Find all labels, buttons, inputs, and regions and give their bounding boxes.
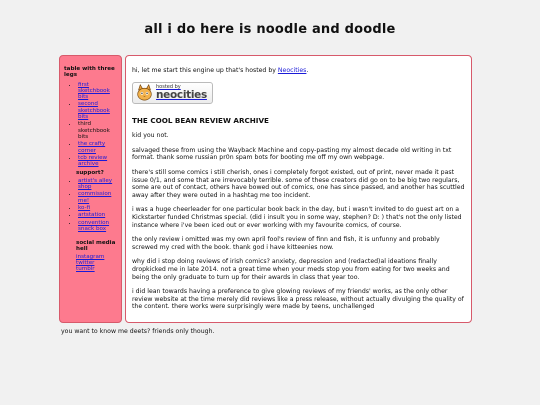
artists-alley-shop-link[interactable]: artist's alley shop <box>78 177 113 191</box>
support-item-shop <box>78 178 118 191</box>
twitter-link[interactable]: twitter <box>76 260 95 267</box>
paragraph: salvaged these from using the Wayback Machine and copy-pasting my almost decade old writing in txt format. thank some russian pr0n spam bots for booting me off my own webpage. <box>132 146 452 162</box>
footer-text: you want to know me deets? friends only though. <box>61 328 215 335</box>
intro-text: hi, let me start this engine up that's hosted by Neocities. <box>132 67 309 74</box>
paragraph: kid you not. <box>132 132 169 140</box>
support-heading: support? <box>76 170 104 177</box>
paragraph: i was a huge cheerleader for one particular book back in the day, but i wasn't invited to do guest art on a Kickstarter funded Christmas special. (did i insult you in some way, stephen? D: ) that's not the only listed instance where i've been iced out or ever working with my favourite comics, of course. <box>132 206 462 229</box>
sidebar-item-second-sketchbook <box>78 101 118 120</box>
hosted-by-neocities-badge[interactable] <box>132 82 213 104</box>
sidebar-item-crafty-corner <box>78 141 118 154</box>
social-heading: social media hell <box>76 240 116 253</box>
support-item-kofi <box>78 205 118 211</box>
sidebar-item-tcb-review <box>78 155 118 168</box>
badge-small-text: hosted by <box>156 83 181 90</box>
paragraph: there's still some comics i still cherish, ones i completely forgot existed, out of print, never made it past issue 0/1, and some that are irrevocably terrible. some of these creators did go on to be big two regulars, some are out of contact, others have bowed out of comics, one has since passed, and another has scuttled away after they were outed in a hashtag me too incident. <box>132 168 465 199</box>
paragraph: the only review i omitted was my own april fool's review of finn and fish, it is unfunny and probably screwed my cred with the book. thank god i have kitteenies now. <box>132 236 440 251</box>
instagram-link[interactable]: instagram <box>76 253 105 260</box>
ko-fi-link[interactable]: ko-fi <box>78 204 91 211</box>
sidebar-heading: table with three legs <box>64 66 115 79</box>
neocities-cat-icon <box>136 84 153 101</box>
support-item-commission <box>78 191 118 204</box>
paragraph: why did i stop doing reviews of irish comics? anxiety, depression and (redacted)al ideations finally dropkicked me in late 2014. not a great time when your meds stop you from eating for two weeks and being the only graduate to turn up for their awards in class that year too. <box>132 258 450 281</box>
second-sketchbook-link[interactable]: second sketchbook bits <box>78 101 110 121</box>
site-title: all i do here is noodle and doodle <box>144 22 396 37</box>
badge-big-text: neocities <box>156 88 207 101</box>
sidebar-item-first-sketchbook <box>78 82 118 101</box>
sidebar-nav-list <box>64 82 118 168</box>
crafty-corner-link[interactable]: the crafty corner <box>78 141 106 154</box>
convention-snack-box-link[interactable]: convention snack box <box>78 219 110 232</box>
artstation-link[interactable]: artstation <box>78 212 106 219</box>
sidebar-item-third-sketchbook: • third sketchbook bits <box>78 121 118 140</box>
social-links <box>76 254 118 273</box>
sidebar <box>59 55 122 323</box>
support-item-artstation <box>78 212 118 218</box>
archive-heading: THE COOL BEAN REVIEW ARCHIVE <box>132 115 269 125</box>
tumblr-link[interactable]: tumblr <box>76 266 95 273</box>
support-item-snack-box <box>78 220 118 233</box>
main-content <box>125 55 472 323</box>
support-list <box>64 178 118 232</box>
paragraph: i did lean towards having a preference to give glowing reviews of my friends' works, as the only other review website at the time merely did reviews like a press release, without actually divulging the quality of the content. there works were surprisingly were made by teens, unchallenged <box>132 288 464 311</box>
neocities-link[interactable]: Neocities <box>277 67 307 74</box>
first-sketchbook-link[interactable]: first sketchbook bits <box>78 81 110 101</box>
commission-me-link[interactable]: commission me! <box>78 191 112 204</box>
tcb-review-archive-link[interactable]: tcb review archive <box>78 154 108 168</box>
